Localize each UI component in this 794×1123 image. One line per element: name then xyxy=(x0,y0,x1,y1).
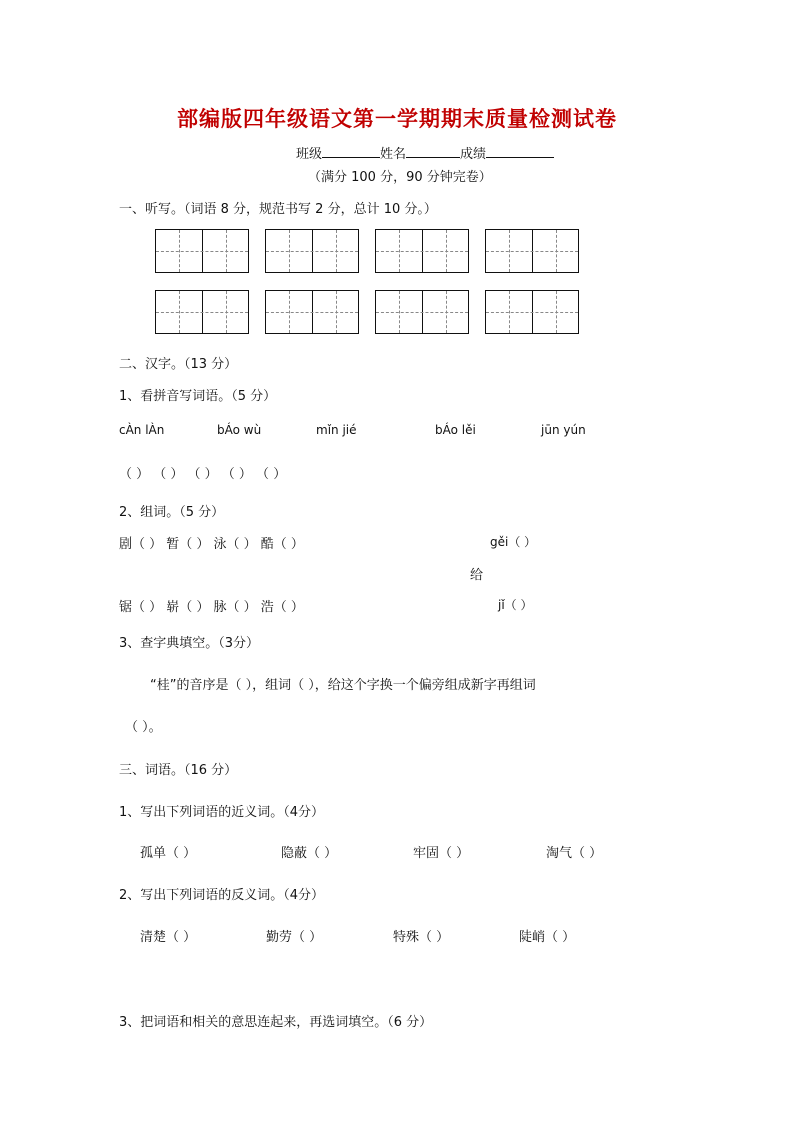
pinyin-item: jūn yún xyxy=(541,423,586,437)
word-group-pinyin[interactable]: jǐ（ ） xyxy=(498,598,533,612)
synonym-item[interactable]: 隐蔽（ ） xyxy=(281,846,338,861)
class-blank[interactable] xyxy=(322,145,380,158)
writing-grid[interactable] xyxy=(155,229,249,273)
name-label: 姓名 xyxy=(380,147,407,162)
word-group-pinyin[interactable]: gěi（ ） xyxy=(490,535,537,549)
score-label: 成绩 xyxy=(460,147,487,162)
writing-grid[interactable] xyxy=(375,229,469,273)
dictionary-question-cont[interactable]: （ ）。 xyxy=(125,720,162,735)
name-blank[interactable] xyxy=(406,145,460,158)
writing-grid[interactable] xyxy=(265,290,359,334)
student-info-line xyxy=(296,143,554,162)
score-blank[interactable] xyxy=(486,145,554,158)
writing-grid[interactable] xyxy=(375,290,469,334)
word-group-row[interactable]: 剧（ ） 暂（ ） 泳（ ） 酷（ ） xyxy=(119,537,304,552)
antonym-item[interactable]: 勤劳（ ） xyxy=(266,930,323,945)
pinyin-item: mǐn jié xyxy=(316,423,357,437)
s2-q2-heading: 2、组词。（5 分） xyxy=(119,505,225,520)
s3-q2-heading: 2、写出下列词语的反义词。（4分） xyxy=(119,888,325,903)
s3-q1-heading: 1、写出下列词语的近义词。（4分） xyxy=(119,805,325,820)
exam-note: （满分 100 分，90 分钟完卷） xyxy=(308,170,492,185)
synonym-item[interactable]: 孤单（ ） xyxy=(140,846,197,861)
synonym-item[interactable]: 淘气（ ） xyxy=(546,846,603,861)
s2-q3-heading: 3、查字典填空。（3分） xyxy=(119,636,260,651)
dictionary-question[interactable]: “桂”的音序是（ ），组词（ ），给这个字换一个偏旁组成新字再组词 xyxy=(150,678,536,693)
pinyin-item: cÀn lÀn xyxy=(119,423,165,437)
polyphone-char: 给 xyxy=(470,568,484,583)
antonym-item[interactable]: 清楚（ ） xyxy=(140,930,197,945)
antonym-item[interactable]: 特殊（ ） xyxy=(393,930,450,945)
section2-heading: 二、汉字。（13 分） xyxy=(119,357,238,372)
antonym-item[interactable]: 陡峭（ ） xyxy=(519,930,576,945)
class-label: 班级 xyxy=(296,147,323,162)
section3-heading: 三、词语。（16 分） xyxy=(119,763,238,778)
page-title: 部编版四年级语文第一学期期末质量检测试卷 xyxy=(177,106,617,131)
writing-grid[interactable] xyxy=(485,290,579,334)
answer-brackets[interactable]: （ ） （ ） （ ） （ ） （ ） xyxy=(119,467,287,482)
section1-heading: 一、听写。（词语 8 分，规范书写 2 分，总计 10 分。） xyxy=(119,202,437,217)
writing-grid[interactable] xyxy=(485,229,579,273)
s2-q1-heading: 1、看拼音写词语。（5 分） xyxy=(119,389,277,404)
pinyin-item: bÁo lěi xyxy=(435,423,476,437)
writing-grid[interactable] xyxy=(155,290,249,334)
word-group-row[interactable]: 锯（ ） 崭（ ） 脉（ ） 浩（ ） xyxy=(119,600,304,615)
pinyin-item: bÁo wù xyxy=(217,423,262,437)
s3-q3-heading: 3、把词语和相关的意思连起来，再选词填空。（6 分） xyxy=(119,1015,433,1030)
synonym-item[interactable]: 牢固（ ） xyxy=(413,846,470,861)
writing-grid[interactable] xyxy=(265,229,359,273)
